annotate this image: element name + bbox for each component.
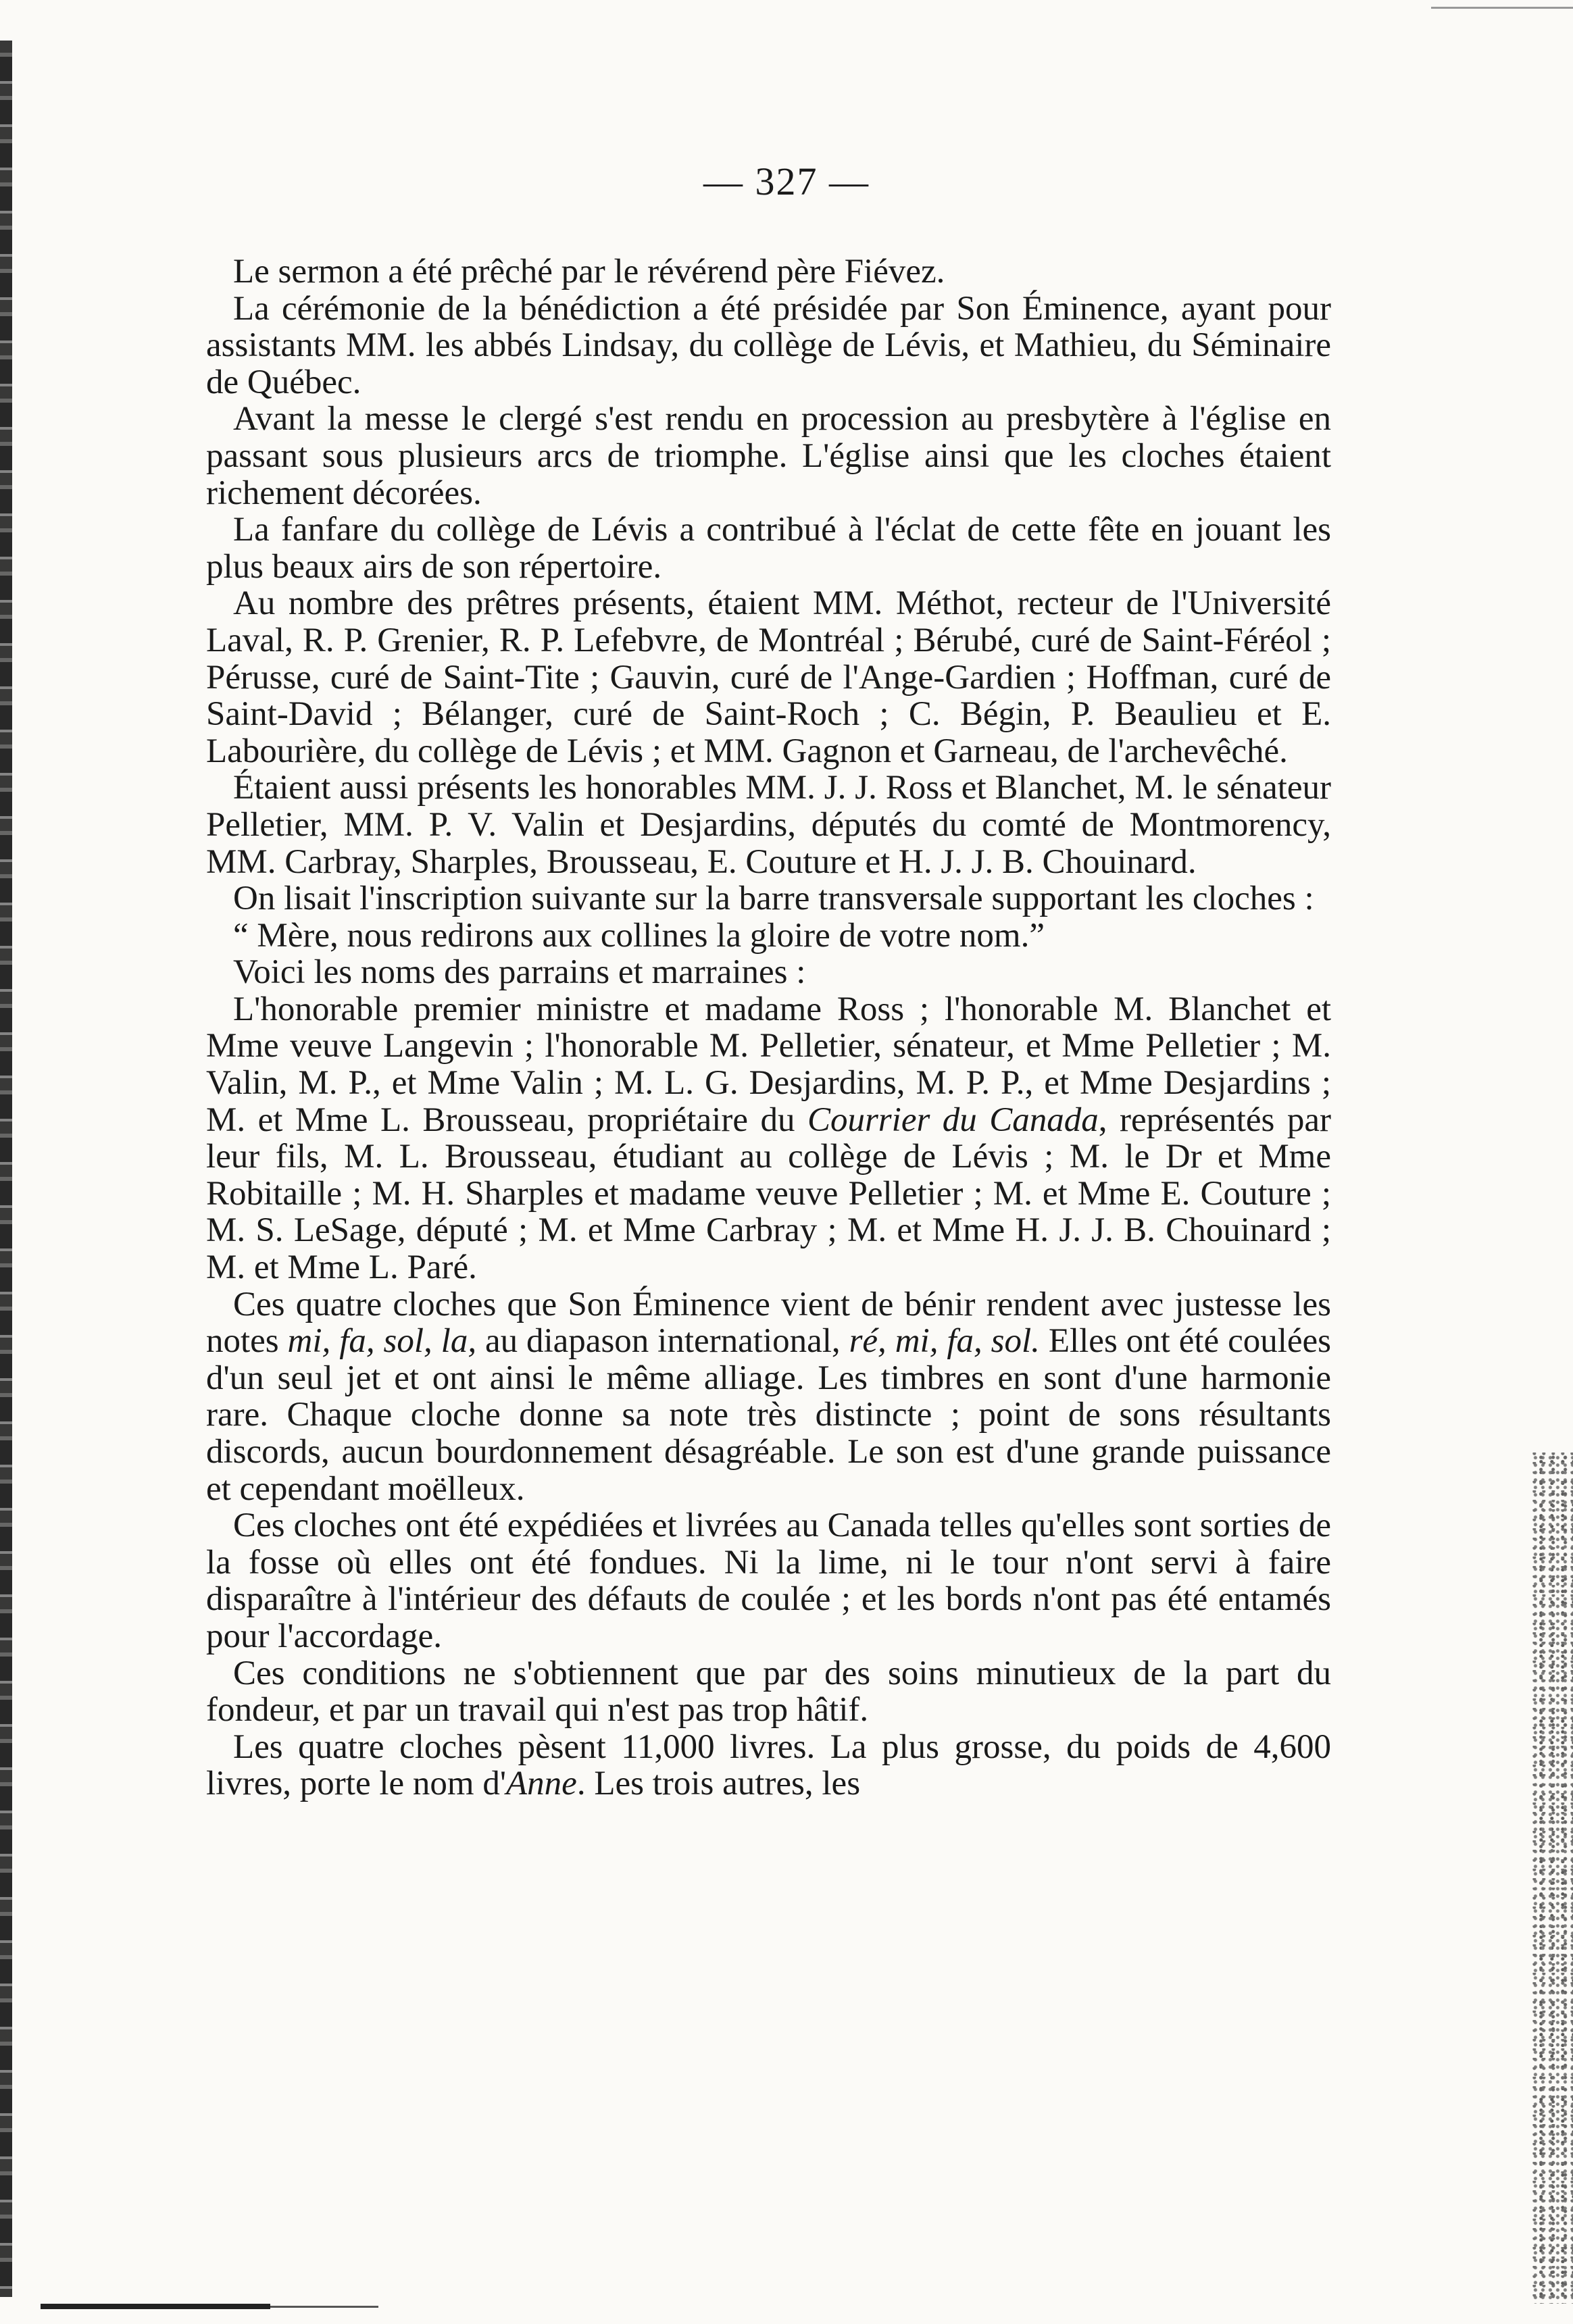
text-run: Le sermon a été prêché par le révérend père Fiévez. [233,253,945,290]
paragraph-p2 [206,290,1331,401]
italic-text: Anne [506,1765,577,1803]
paragraph-p13 [206,1655,1331,1729]
text-run: Étaient aussi présents les honorables MM. J. J. Ross et Blanchet, M. le sénateur Pelletier, MM. P. V. Valin et Desjardins, députés du comté de Montmorency, MM. Carbray, Sharples, Brousseau, E. Couture et H. J. J. B. Chouinard. [206,769,1331,881]
text-run: Au nombre des prêtres présents, étaient MM. Méthot, recteur de l'Université Laval, R. P. Grenier, R. P. Lefebvre, de Montréal ; Bérubé, curé de Saint-Féréol ; Pérusse, curé de Saint-Tite ; Gauvin, curé de l'Ange-Gardien ; Hoffman, curé de Saint-David ; Bélanger, curé de Saint-Roch ; C. Bégin, P. Beaulieu et E. Labourière, du collège de Lévis ; et MM. Gagnon et Garneau, de l'archevêché. [206,584,1331,770]
scan-speckled-edge [1532,1452,1573,2304]
paragraph-p5 [206,585,1331,769]
paragraph-p4 [206,511,1331,585]
text-run: au diapason international, [476,1322,849,1361]
paragraph-p7 [206,880,1331,917]
italic-text: ré, mi, fa, sol. [849,1322,1040,1361]
italic-text: mi, fa, sol, la, [287,1322,477,1361]
text-run: Ces conditions ne s'obtiennent que par des soins minutieux de la part du fondeur, et par un travail qui n'est pas trop hâtif. [206,1654,1331,1729]
paragraph-p1 [206,253,1331,290]
paragraph-p11 [206,1286,1331,1508]
paragraph-p3 [206,401,1331,511]
text-run: Les quatre cloches pèsent 11,000 livres. La plus grosse, du poids de 4,600 livres, porte le nom d' [206,1727,1331,1803]
text-run: , représentés par leur fils, M. L. Brousseau, étudiant au collège de Lévis ; M. le Dr et Mme Robitaille ; M. H. Sharples et madame veuve Pelletier ; M. et Mme E. Couture ; M. S. LeSage, député ; M. et Mme Carbray ; M. et Mme H. J. J. B. Chouinard ; M. et Mme L. Paré. [206,1101,1332,1287]
text-run: On lisait l'inscription suivante sur la barre transversale supportant les cloches : [233,880,1314,918]
text-run: “ Mère, nous redirons aux collines la gloire de votre nom.” [233,916,1045,955]
text-run: Voici les noms des parrains et marraines : [233,953,806,992]
italic-text: Courrier du Canada [807,1101,1099,1139]
paragraph-p12 [206,1507,1331,1654]
text-run: Avant la messe le clergé s'est rendu en procession au presbytère à l'église en passant sous plusieurs arcs de triomphe. L'église ainsi que les cloches étaient richement décorées. [206,400,1331,512]
text-run: Ces quatre cloches que Son Éminence vient de bénir rendent avec justesse les notes [206,1285,1331,1361]
text-run: La cérémonie de la bénédiction a été présidée par Son Éminence, ayant pour assistants MM. les abbés Lindsay, du collège de Lévis, et Mathieu, du Séminaire de Québec. [206,289,1331,401]
scan-top-rule [1431,7,1573,9]
text-run: La fanfare du collège de Lévis a contribué à l'éclat de cette fête en jouant les plus beaux airs de son répertoire. [206,511,1331,586]
scan-bottom-rule-thin [270,2306,378,2308]
paragraph-p14 [206,1729,1331,1802]
paragraph-p9 [206,954,1331,991]
paragraph-p8 [206,917,1331,955]
text-run: . Les trois autres, les [576,1765,861,1803]
page-number: — 327 — [703,159,870,203]
body-text [206,253,1331,1802]
paragraph-p6 [206,769,1331,880]
text-run: Elles ont été coulées d'un seul jet et ont ainsi le même alliage. Les timbres en sont d'une harmonie rare. Chaque cloche donne sa note très distincte ; point de sons résultants discords, aucun bourdonnement désagréable. Le son est d'une grande puissance et cependant moëlleux. [206,1322,1332,1508]
text-run: Ces cloches ont été expédiées et livrées au Canada telles qu'elles sont sorties de la fosse où elles ont été fondues. Ni la lime, ni le tour n'ont servi à faire disparaître à l'intérieur des défauts de coulée ; et les bords n'ont pas été entamés pour l'accordage. [206,1507,1331,1655]
paragraph-p10 [206,991,1331,1286]
text-run: L'honorable premier ministre et madame Ross ; l'honorable M. Blanchet et Mme veuve Langevin ; l'honorable M. Pelletier, sénateur, et Mme Pelletier ; M. Valin, M. P., et Mme Valin ; M. L. G. Desjardins, M. P. P., et Mme Desjardins ; M. et Mme L. Brousseau, propriétaire du [206,990,1331,1139]
scan-binding-edge [0,41,12,2297]
scan-bottom-rule [41,2304,270,2309]
